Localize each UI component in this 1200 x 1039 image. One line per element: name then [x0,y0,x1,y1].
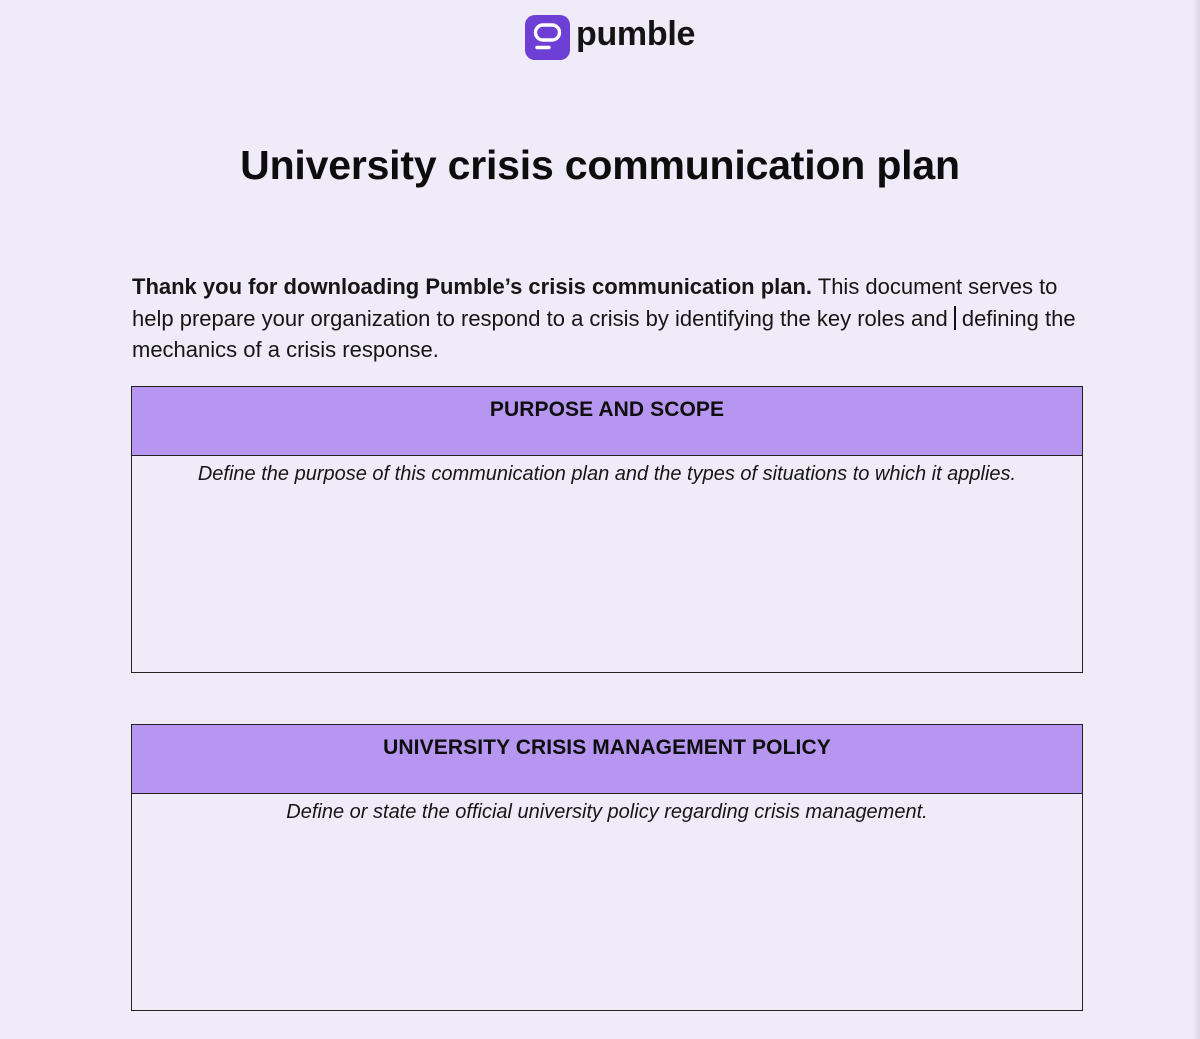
section-prompt-text: Define or state the official university policy regarding crisis management. [286,801,928,823]
section-purpose-and-scope [131,386,1083,673]
pumble-logo-icon [525,15,570,60]
intro-text: This document serves to help prepare your organization to respond to a crisis by identifying the key roles and [132,274,1058,331]
brand-logo [525,14,695,60]
intro-paragraph [132,271,1092,366]
section-heading: PURPOSE AND SCOPE [132,387,1082,456]
section-prompt[interactable] [132,794,1082,824]
brand-name: pumble [576,15,696,53]
intro-bold-lead: Thank you for downloading Pumble’s crisis communication plan. [132,274,813,299]
intro-text-continued: defining the mechanics of a crisis response. [132,305,1076,362]
section-prompt[interactable] [132,456,1082,486]
section-prompt-text: Define the purpose of this communication plan and the types of situations to which it applies. [197,463,1017,485]
page-title: University crisis communication plan [240,142,960,188]
text-cursor [954,306,956,330]
page-edge-shadow [1192,0,1200,1039]
section-crisis-management-policy [131,724,1083,1011]
section-heading: UNIVERSITY CRISIS MANAGEMENT POLICY [132,725,1082,794]
